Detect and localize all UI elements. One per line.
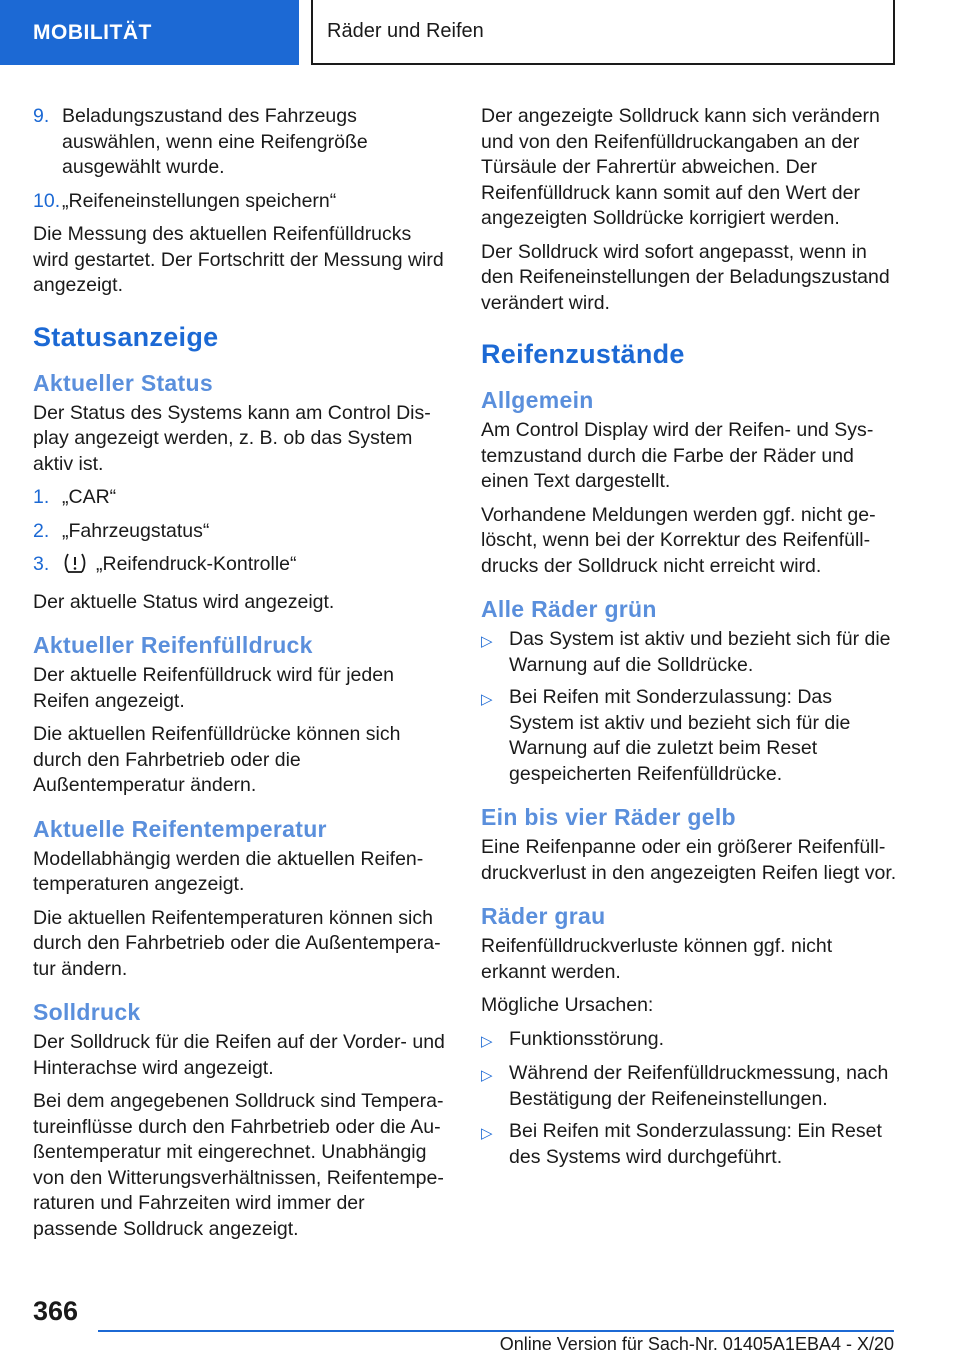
section-title: MOBILITÄT <box>33 20 152 44</box>
step-9 <box>33 104 448 181</box>
list-text: „CAR“ <box>62 486 117 508</box>
paragraph: Bei dem angegebenen Solldruck sind Temperatureinflüsse durch den Fahrbetrieb oder die Außentemperatur mit eingerechnet. Unabhängig von den Witterungsverhältnissen, Reifentemperaturen und Fahrzeiten wird immer der passende Solldruck angezeigt. <box>33 1090 444 1240</box>
triangle-bullet-icon: ▷ <box>481 633 493 650</box>
bullet-item <box>481 685 899 787</box>
heading-yellow: Ein bis vier Räder gelb <box>481 804 736 830</box>
triangle-bullet-icon: ▷ <box>481 1125 493 1142</box>
paragraph: Der aktuelle Status wird angezeigt. <box>33 590 335 613</box>
paragraph: Reifenfülldruckverluste können ggf. nicht erkannt werden. <box>481 935 833 983</box>
heading-current-pressure: Aktueller Reifenfülldruck <box>33 632 313 658</box>
step-number: 10. <box>33 189 61 212</box>
heading-status-display: Statusanzeige <box>33 321 219 352</box>
bullet-item <box>481 1119 899 1170</box>
bullet-text: Funktionsstörung. <box>509 1027 665 1050</box>
heading-current-status: Aktueller Status <box>33 369 213 396</box>
footer-text: Online Version für Sach-Nr. 01405A1EBA4 - X/20 <box>499 1334 894 1354</box>
heading-all-green: Alle Räder grün <box>481 596 657 622</box>
list-item <box>33 552 448 582</box>
list-item <box>33 519 448 545</box>
paragraph: Modellabhängig werden die aktuellen Reifentemperaturen angezeigt. <box>33 847 424 895</box>
heading-current-temperature: Aktuelle Reifentemperatur <box>33 815 327 842</box>
bullet-text: Bei Reifen mit Sonderzulassung: Ein Reset des Systems wird durchgeführt. <box>509 1120 882 1168</box>
right-column <box>481 104 899 1177</box>
heading-grey: Räder grau <box>481 903 606 929</box>
triangle-bullet-icon: ▷ <box>481 1067 493 1084</box>
left-column <box>33 104 448 1250</box>
tire-pressure-warning-icon <box>62 552 88 582</box>
bullet-text: Während der Reifenfülldruckmessung, nach Bestätigung der Reifeneinstellungen. <box>509 1062 889 1110</box>
step-10 <box>33 189 448 215</box>
paragraph: Die aktuellen Reifenfülldrücke können sich durch den Fahrbetrieb oder die Außentemperatur ändern. <box>33 723 401 796</box>
list-text: „Reifendruck-Kontrolle“ <box>96 553 297 575</box>
page-number: 366 <box>33 1296 79 1326</box>
bullet-item <box>481 1061 899 1112</box>
list-number: 2. <box>33 519 50 542</box>
heading-tire-states: Reifenzustände <box>481 339 685 369</box>
paragraph: Vorhandene Meldungen werden ggf. nicht gelöscht, wenn bei der Korrektur des Reifenfülldrucks der Solldruck nicht erreicht wird. <box>481 503 876 577</box>
heading-target-pressure: Solldruck <box>33 999 141 1025</box>
paragraph: Eine Reifenpanne oder ein größerer Reifenfülldruckverlust in den angezeigten Reifen liegt vor. <box>481 836 897 884</box>
heading-general: Allgemein <box>481 387 594 413</box>
list-number: 3. <box>33 553 50 575</box>
bullet-text: Das System ist aktiv und bezieht sich für die Warnung auf die Solldrücke. <box>509 628 891 676</box>
paragraph: Der Status des Systems kann am Control Display angezeigt werden, z. B. ob das System aktiv ist. <box>33 401 431 475</box>
triangle-bullet-icon: ▷ <box>481 691 493 708</box>
step-number: 9. <box>33 105 50 127</box>
section-tab <box>0 0 299 65</box>
list-item <box>33 485 448 511</box>
triangle-bullet-icon: ▷ <box>481 1032 493 1050</box>
step-text: Beladungszustand des Fahrzeugs auswählen, wenn eine Reifengröße ausgewählt wurde. <box>62 105 368 178</box>
step-text: „Reifeneinstellungen speichern“ <box>62 189 337 212</box>
paragraph: Der Solldruck wird sofort angepasst, wenn in den Reifeneinstellungen der Beladungszustand verändert wird. <box>481 240 890 314</box>
paragraph: Der angezeigte Solldruck kann sich verändern und von den Reifenfülldruckangaben an der Türsäule der Fahrertür abweichen. Der Reifenfülldruck kann somit auf den Wert der angezeigten Solldrücke korrigiert werden. <box>481 105 880 229</box>
list-text: „Fahrzeugstatus“ <box>62 519 210 542</box>
bullet-text: Bei Reifen mit Sonderzulassung: Das System ist aktiv und bezieht sich für die Warnung auf die zuletzt beim Reset gespeicherten Reifenfülldrücke. <box>509 686 851 785</box>
bullet-item <box>481 627 899 678</box>
chapter-title: Räder und Reifen <box>327 20 484 42</box>
paragraph: Die aktuellen Reifentemperaturen können sich durch den Fahrbetrieb oder die Außentemperatur ändern. <box>33 906 441 980</box>
bullet-item <box>481 1027 899 1055</box>
paragraph: Mögliche Ursachen: <box>481 994 654 1016</box>
footer-divider <box>98 1330 894 1332</box>
paragraph: Der Solldruck für die Reifen auf der Vorder- und Hinterachse wird angezeigt. <box>33 1031 445 1079</box>
paragraph: Der aktuelle Reifenfülldruck wird für jeden Reifen angezeigt. <box>33 664 394 712</box>
paragraph: Die Messung des aktuellen Reifenfülldrucks wird gestartet. Der Fortschritt der Messung wird angezeigt. <box>33 223 444 296</box>
list-number: 1. <box>33 486 50 508</box>
chapter-tab <box>311 0 895 65</box>
paragraph: Am Control Display wird der Reifen- und Systemzustand durch die Farbe der Räder und einen Text dargestellt. <box>481 419 874 492</box>
